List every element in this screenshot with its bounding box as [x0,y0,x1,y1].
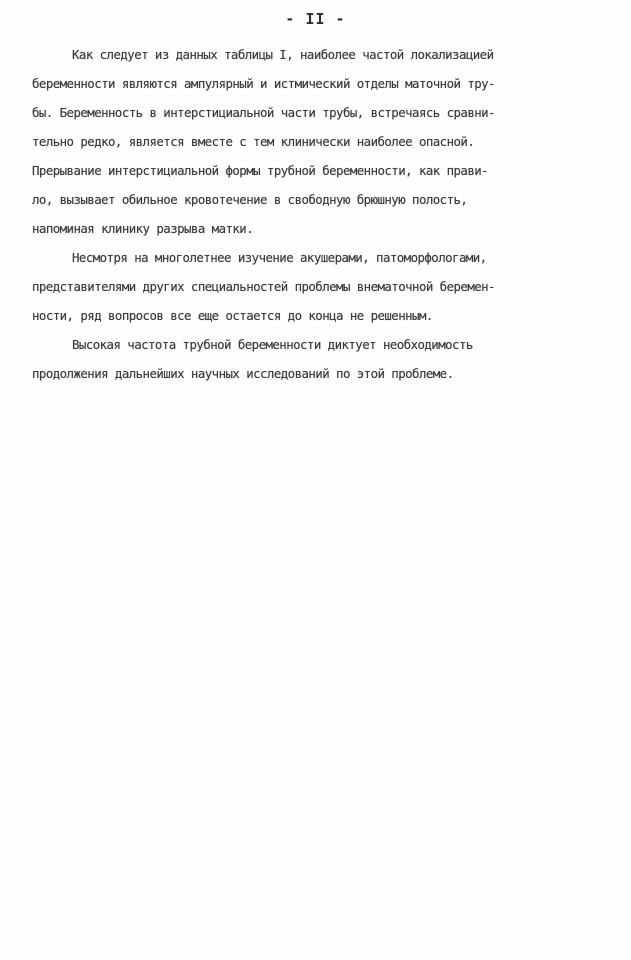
page-number: - II - [285,10,346,28]
text-line: тельно редко, является вместе с тем клинически наиболее опасной. [32,134,475,149]
text-line: напоминая клинику разрыва матки. [32,221,254,236]
paragraph-1 [32,40,602,243]
text-line: беременности являются ампулярный и истмический отделы маточной тру- [32,76,495,91]
paragraph-2 [32,243,602,330]
text-line: ности, ряд вопросов все еще остается до конца не решенным. [32,308,433,323]
text-line: Прерывание интерстициальной формы трубной беременности, как прави- [32,163,489,178]
text-line: продолжения дальнейших научных исследований по этой проблеме. [32,366,454,381]
text-line: Как следует из данных таблицы I, наиболее частой локализацией [72,47,494,62]
text-line: бы. Беременность в интерстициальной части трубы, встречаясь сравни- [32,105,495,120]
text-line: представителями других специальностей проблемы внематочной беремен- [32,279,495,294]
text-line: ло, вызывает обильное кровотечение в свободную брюшную полость, [32,192,468,207]
text-line: Несмотря на многолетнее изучение акушерами, патоморфологами, [72,250,487,265]
text-line: Высокая частота трубной беременности диктует необходимость [72,337,473,352]
paragraph-3 [32,330,602,388]
body-text [32,40,602,388]
